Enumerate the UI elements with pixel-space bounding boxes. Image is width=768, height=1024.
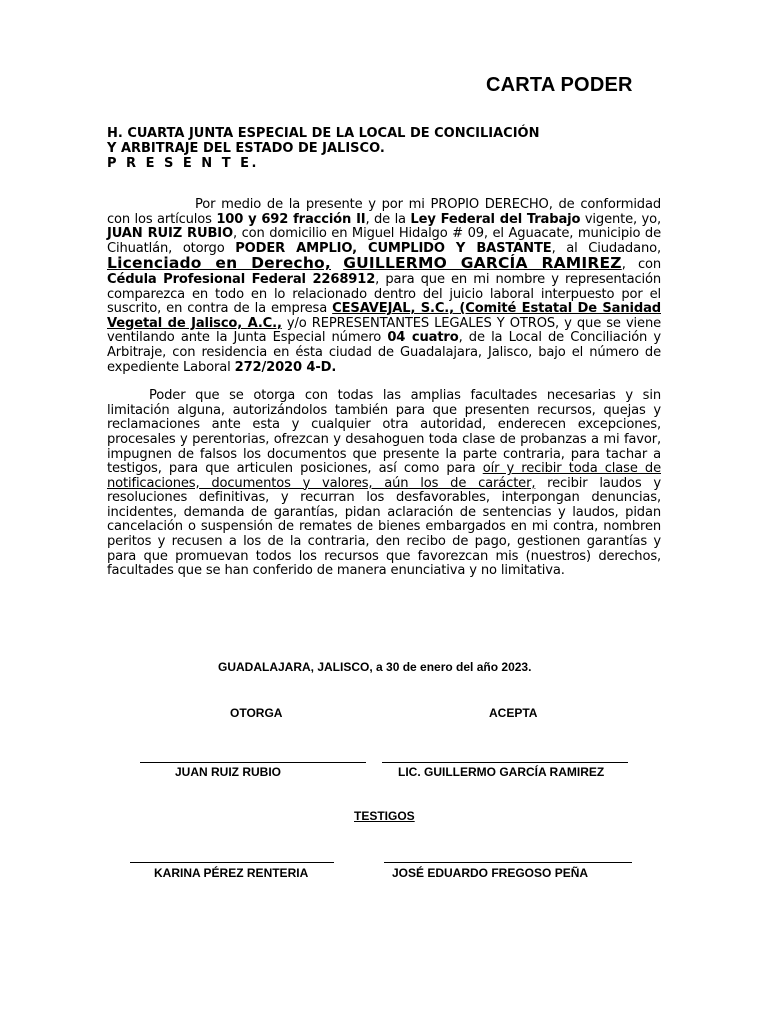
addressee-line-1: H. CUARTA JUNTA ESPECIAL DE LA LOCAL DE CONCILIACIÓN bbox=[107, 126, 540, 141]
acepta-label: ACEPTA bbox=[489, 706, 538, 720]
otorga-name: JUAN RUIZ RUBIO bbox=[175, 765, 282, 779]
testigos-label: TESTIGOS bbox=[354, 809, 415, 823]
addressee-block bbox=[107, 126, 539, 171]
p1-text: vigente, yo, bbox=[580, 211, 661, 227]
p1-grantor-name: JUAN RUIZ RUBIO bbox=[107, 226, 233, 242]
signature-line-acepta bbox=[382, 762, 628, 763]
addressee-line-2: Y ARBITRAJE DEL ESTADO DE JALISCO. bbox=[107, 141, 385, 156]
p1-text: , al Ciudadano, bbox=[551, 240, 661, 256]
p1-attorney-name: GUILLERMO GARCÍA RAMIREZ bbox=[343, 254, 622, 273]
p2-text: recibir laudos y resoluciones definitivas, y recurran los desfavorables, interpongan denuncias, incidentes, demanda de garantías, pidan aclaración de sentencias y laudos, pidan cancelación o suspensión de remates de bienes embargados en mi contra, nombren peritos y recusen a los de la contraria, den recibo de pago, gestionen garantías y para que promuevan todos los recursos que favorezcan mis (nuestros) derechos, facultades que se han conferido de manera enunciativa y no limitativa. bbox=[107, 475, 661, 579]
signature-line-witness-2 bbox=[384, 862, 632, 863]
p1-professional-license: Cédula Profesional Federal 2268912 bbox=[107, 271, 376, 287]
p2-notifications-clause: oír y recibir toda clase de notificaciones, documentos y valores, aún los de carácter, bbox=[107, 461, 661, 491]
p2-text: Poder que se otorga con todas las amplias facultades necesarias y sin limitación alguna, autorizándolos también para que presenten recursos, quejas y reclamaciones ante esta y cualquier otra autoridad, enderecen excepciones, procesales y perentorias, ofrezcan y desahoguen toda clase de probanzas a mi favor, impugnen de falsos los documentos que presente la parte contraria, para tachar a testigos, para que articulen posiciones, así como para bbox=[107, 388, 661, 477]
paragraph-2 bbox=[107, 389, 661, 579]
p1-title-attorney: Licenciado en Derecho, bbox=[107, 254, 331, 273]
p1-text: , de la bbox=[365, 211, 411, 227]
p1-case-number: 272/2020 4-D. bbox=[234, 359, 337, 375]
addressee-presente: P R E S E N T E. bbox=[107, 156, 259, 171]
p1-law: Ley Federal del Trabajo bbox=[410, 211, 581, 227]
witness-2-name: JOSÉ EDUARDO FREGOSO PEÑA bbox=[392, 866, 589, 880]
p1-text: Por medio de la presente y por mi PROPIO DERECHO, de conformidad con los artículos bbox=[107, 197, 661, 227]
document-title: CARTA PODER bbox=[486, 74, 633, 96]
otorga-label: OTORGA bbox=[230, 706, 283, 720]
witness-1-name: KARINA PÉREZ RENTERIA bbox=[154, 866, 309, 880]
p1-text: , de la Local de Conciliación y Arbitraje, con residencia en ésta ciudad de Guadalajara, Jalisco, bajo el número de expediente Laboral bbox=[107, 330, 661, 375]
p1-power-type: PODER AMPLIO, CUMPLIDO Y BASTANTE bbox=[235, 240, 552, 256]
p1-company-name: CESAVEJAL, S.C., (Comité Estatal De Sanidad Vegetal de Jalisco, A.C., bbox=[107, 301, 661, 331]
p1-text bbox=[331, 257, 343, 272]
acepta-name: LIC. GUILLERMO GARCÍA RAMIREZ bbox=[398, 765, 605, 779]
p1-text: , con domicilio en Miguel Hidalgo # 09, el Aguacate, municipio de Cihuatlán, otorgo bbox=[107, 226, 661, 256]
signature-line-otorga bbox=[140, 762, 366, 763]
document-body bbox=[107, 198, 661, 593]
p1-text: , con bbox=[621, 257, 661, 273]
p1-articles: 100 y 692 fracción II bbox=[216, 211, 366, 227]
paragraph-1 bbox=[107, 198, 661, 375]
signature-line-witness-1 bbox=[130, 862, 334, 863]
place-date: GUADALAJARA, JALISCO, a 30 de enero del año 2023. bbox=[218, 660, 532, 674]
p1-text: , para que en mi nombre y representación comparezca en todo en lo relacionado dentro del juicio laboral interpuesto por el suscrito, en contra de la empresa bbox=[107, 271, 661, 317]
p1-text: y/o REPRESENTANTES LEGALES Y OTROS, y que se viene ventilando ante la Junta Especial número bbox=[107, 315, 661, 346]
p1-board-number: 04 cuatro bbox=[387, 330, 459, 346]
